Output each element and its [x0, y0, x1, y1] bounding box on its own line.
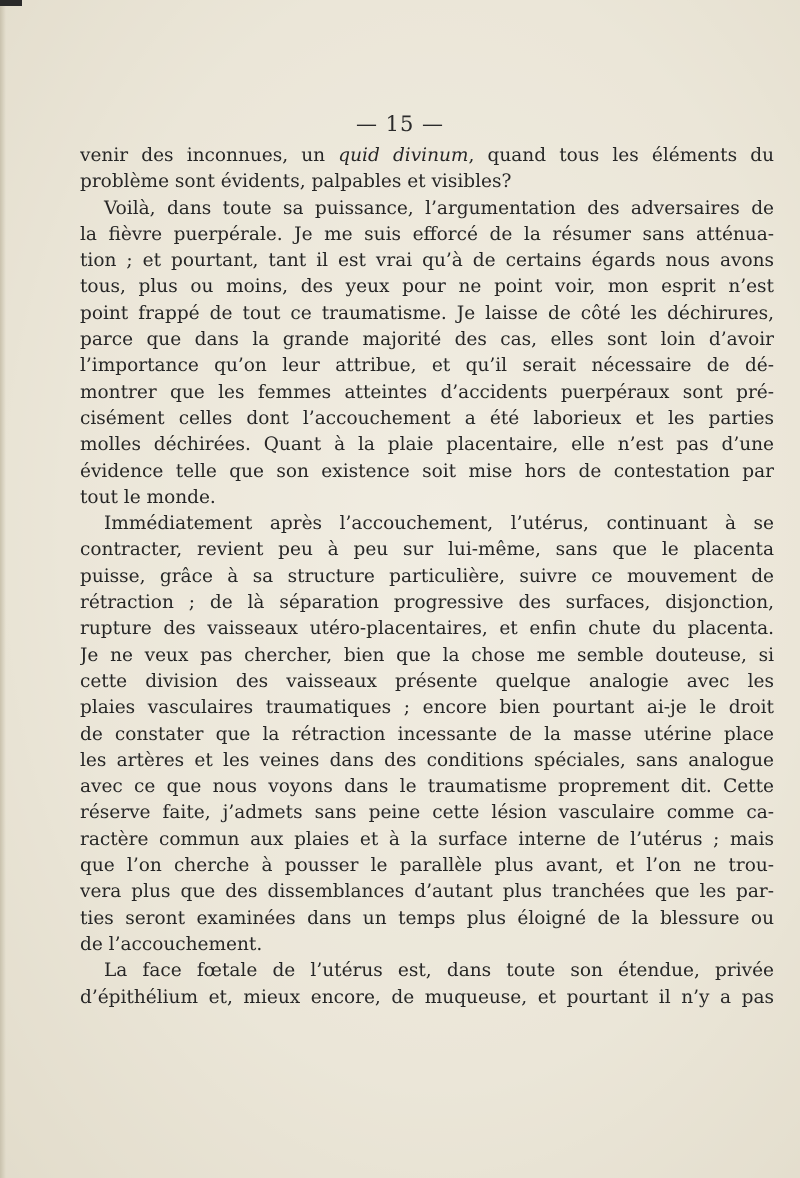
- text-line: cisément celles dont l’accouchement a été laborieux et les parties: [80, 407, 774, 429]
- text-line: rétraction ; de là séparation progressive des surfaces, disjonction,: [80, 592, 774, 614]
- text-line: que l’on cherche à pousser le parallèle plus avant, et l’on ne trou-: [80, 855, 774, 877]
- body-text: [80, 143, 774, 1011]
- text-line: les artères et les veines dans des conditions spéciales, sans analogue: [80, 749, 774, 771]
- text-line: La face fœtale de l’utérus est, dans toute son étendue, privée: [104, 960, 774, 982]
- text-line: cette division des vaisseaux présente quelque analogie avec les: [80, 670, 774, 692]
- text-line: tous, plus ou moins, des yeux pour ne point voir, mon esprit n’est: [80, 276, 774, 298]
- text-line: Je ne veux pas chercher, bien que la chose me semble douteuse, si: [80, 644, 774, 666]
- text-line: avec ce que nous voyons dans le traumatisme proprement dit. Cette: [80, 776, 774, 798]
- text-line: montrer que les femmes atteintes d’accidents puerpéraux sont pré-: [80, 381, 774, 403]
- text-line: plaies vasculaires traumatiques ; encore bien pourtant ai-je le droit: [80, 697, 774, 719]
- text-line: Voilà, dans toute sa puissance, l’argumentation des adversaires de: [104, 197, 774, 219]
- text-line: ractère commun aux plaies et à la surface interne de l’utérus ; mais: [80, 828, 774, 850]
- text-line: tout le monde.: [80, 486, 216, 508]
- scan-corner-mark: [0, 0, 22, 6]
- page-number: — 15 —: [355, 112, 445, 136]
- text-line: la fièvre puerpérale. Je me suis efforcé de la résumer sans atténua-: [80, 223, 774, 245]
- text-line: tion ; et pourtant, tant il est vrai qu’à de certains égards nous avons: [80, 250, 774, 272]
- text-line: parce que dans la grande majorité des cas, elles sont loin d’avoir: [80, 329, 774, 351]
- text-line: puisse, grâce à sa structure particulière, suivre ce mouvement de: [80, 565, 774, 587]
- text-line: l’importance qu’on leur attribue, et qu’il serait nécessaire de dé-: [80, 355, 774, 377]
- text-line: ties seront examinées dans un temps plus éloigné de la blessure ou: [80, 907, 774, 929]
- text-line: d’épithélium et, mieux encore, de muqueuse, et pourtant il n’y a pas: [80, 986, 774, 1008]
- text-line: molles déchirées. Quant à la plaie placentaire, elle n’est pas d’une: [80, 434, 774, 456]
- text-line: point frappé de tout ce traumatisme. Je laisse de côté les déchirures,: [80, 302, 774, 324]
- text-line: vera plus que des dissemblances d’autant plus tranchées que les par-: [80, 881, 774, 903]
- text-line: rupture des vaisseaux utéro-placentaires, et enfin chute du placenta.: [80, 618, 774, 640]
- text-line: Immédiatement après l’accouchement, l’utérus, continuant à se: [104, 513, 774, 535]
- text-line: évidence telle que son existence soit mise hors de contestation par: [80, 460, 774, 482]
- text-line: venir des inconnues, un quid divinum, quand tous les éléments du: [80, 145, 774, 166]
- page-binding-edge: [0, 0, 6, 1178]
- text-line: réserve faite, j’admets sans peine cette lésion vasculaire comme ca-: [80, 802, 774, 824]
- text-line: de constater que la rétraction incessante de la masse utérine place: [80, 723, 774, 745]
- text-line: problème sont évidents, palpables et visibles?: [80, 171, 512, 193]
- text-line: de l’accouchement.: [80, 933, 263, 955]
- text-line: contracter, revient peu à peu sur lui-même, sans que le placenta: [80, 539, 774, 561]
